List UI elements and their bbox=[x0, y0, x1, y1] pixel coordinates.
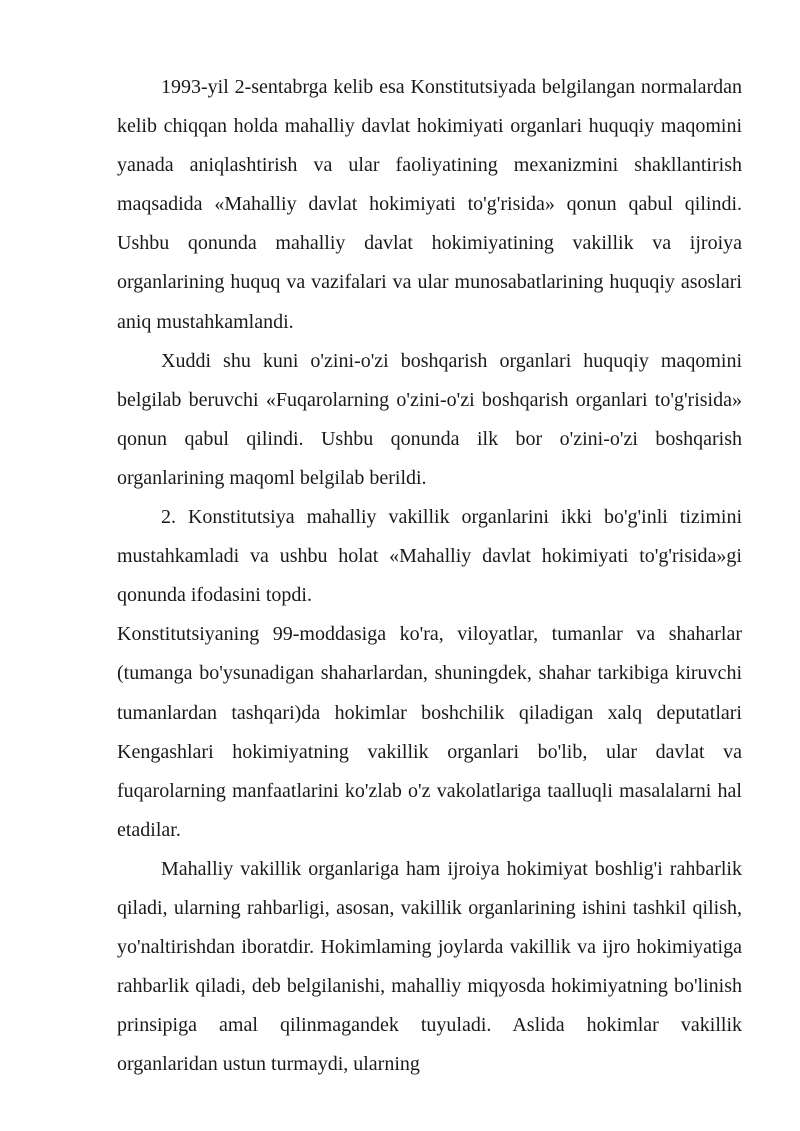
paragraph-self-government-law: Xuddi shu kuni o'zini-o'zi boshqarish organlari huquqiy maqomini belgilab beruvchi «Fuqarolarning o'zini-o'zi boshqarish organlari to'g'risida» qonun qabul qilindi. Ushbu qonunda ilk bor o'zini-o'zi boshqarish organlarining maqoml belgilab berildi. bbox=[117, 349, 742, 489]
paragraph-two-tier-system: 2. Konstitutsiya mahalliy vakillik organlarini ikki bo'g'inli tizimini mustahkamladi va ushbu holat «Mahalliy davlat hokimiyati to'g'risida»gi qonunda ifodasini topdi. bbox=[117, 506, 742, 607]
document-page bbox=[117, 68, 742, 1084]
paragraph-article-99: Konstitutsiyaning 99-moddasiga ko'ra, viloyatlar, tumanlar va shaharlar (tumanga bo'ysunadigan shaharlardan, shuningdek, shahar tarkibiga kiruvchi tumanlardan tashqari)da hokimlar boshchilik qiladigan xalq deputatlari Kengashlari hokimiyatning vakillik organlari bo'lib, ular davlat va fuqarolarning manfaatlarini ko'zlab o'z vakolatlariga taalluqli masalalarni hal etadilar. bbox=[117, 623, 742, 841]
paragraph-hokim-leadership: Mahalliy vakillik organlariga ham ijroiya hokimiyat boshlig'i rahbarlik qiladi, ularning rahbarligi, asosan, vakillik organlarining ishini tashkil qilish, yo'naltirishdan iboratdir. Hokimlaming joylarda vakillik va ijro hokimiyatiga rahbarlik qiladi, deb belgilanishi, mahalliy miqyosda hokimiyatning bo'linish prinsipiga amal qilinmagandek tuyuladi. Aslida hokimlar vakillik organlaridan ustun turmaydi, ularning bbox=[117, 857, 742, 1076]
paragraph-law-1993: 1993-yil 2-sentabrga kelib esa Konstitutsiyada belgilangan normalardan kelib chiqqan holda mahalliy davlat hokimiyati organlari huquqiy maqomini yanada aniqlashtirish va ular faoliyatining mexanizmini shakllantirish maqsadida «Mahalliy davlat hokimiyati to'g'risida» qonun qabul qilindi. Ushbu qonunda mahalliy davlat hokimiyatining vakillik va ijroiya organlarining huquq va vazifalari va ular munosabatlarining huquqiy asoslari aniq mustahkamlandi. bbox=[117, 76, 742, 333]
